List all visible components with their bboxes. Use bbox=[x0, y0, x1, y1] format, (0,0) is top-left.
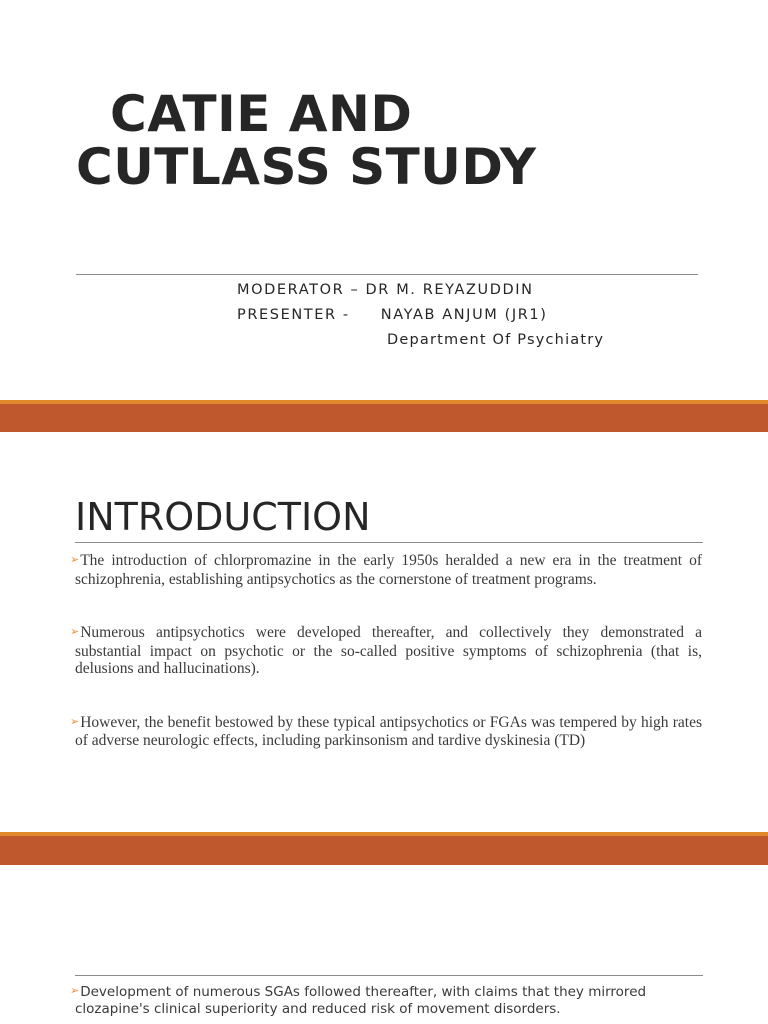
title-line-2: CUTLASS STUDY bbox=[76, 138, 537, 196]
band-main-stripe bbox=[0, 404, 768, 432]
bullet-text: Numerous antipsychotics were developed thereafter, and collectively they demonstrated a substantial impact on psychotic or the so-called positive symptoms of schizophrenia (that is, delusions and hallucinations). bbox=[75, 624, 702, 677]
arrow-bullet-icon: ➢ bbox=[70, 714, 80, 728]
list-item bbox=[70, 552, 702, 588]
list-item bbox=[70, 984, 715, 1018]
sga-slide bbox=[0, 865, 768, 1024]
presentation-title bbox=[76, 85, 537, 196]
arrow-bullet-icon: ➢ bbox=[70, 553, 80, 566]
arrow-bullet-icon: ➢ bbox=[70, 984, 80, 997]
presenter-line: PRESENTER - NAYAB ANJUM (JR1) bbox=[237, 307, 548, 323]
title-divider bbox=[76, 274, 698, 275]
title-divider bbox=[75, 542, 703, 543]
list-item bbox=[70, 713, 702, 750]
department-line: Department Of Psychiatry bbox=[387, 332, 605, 348]
band-main-stripe bbox=[0, 836, 768, 865]
slide-separator-band bbox=[0, 400, 768, 432]
arrow-bullet-icon: ➢ bbox=[70, 625, 80, 638]
slide-title: INTRODUCTION bbox=[75, 495, 371, 539]
bullet-text: However, the benefit bestowed by these typical antipsychotics or FGAs was tempered by high rates of adverse neurologic effects, including parkinsonism and tardive dyskinesia (TD) bbox=[75, 713, 702, 749]
bullet-text: The introduction of chlorpromazine in the early 1950s heralded a new era in the treatment of schizophrenia, establishing antipsychotics as the cornerstone of treatment programs. bbox=[75, 552, 702, 588]
title-slide bbox=[0, 0, 768, 400]
title-divider bbox=[75, 975, 703, 976]
slide-separator-band bbox=[0, 832, 768, 865]
title-line-1: CATIE AND bbox=[110, 85, 413, 143]
bullet-text: Development of numerous SGAs followed thereafter, with claims that they mirrored clozapine's clinical superiority and reduced risk of movement disorders. bbox=[75, 984, 647, 1017]
introduction-slide bbox=[0, 432, 768, 832]
moderator-line: MODERATOR – DR M. REYAZUDDIN bbox=[237, 282, 534, 298]
list-item bbox=[70, 624, 702, 678]
bullet-list bbox=[70, 552, 702, 786]
